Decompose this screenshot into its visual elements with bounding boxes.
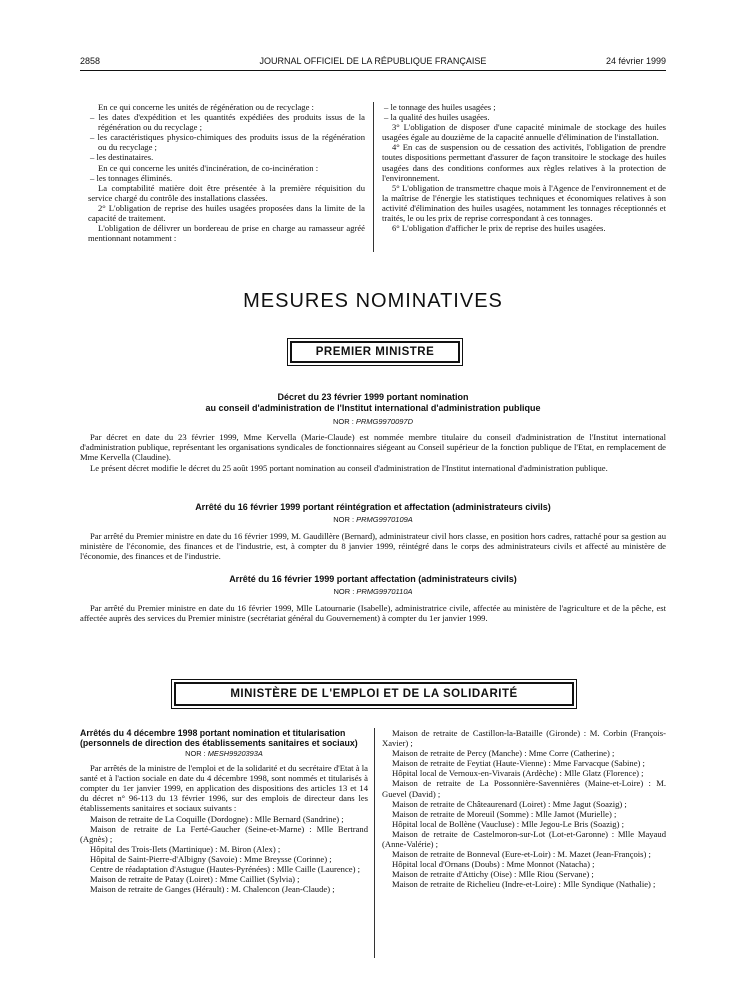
list-item: Maison de retraite de Castelmoron-sur-Lot (Lot-et-Garonne) : Mlle Mayaud (Anne-Valérie) ; <box>382 828 666 850</box>
arrete1-body <box>80 531 666 562</box>
decret-nor <box>80 417 666 426</box>
list-item: Hôpital de Saint-Pierre-d'Albigny (Savoie) : Mme Breysse (Corinne) ; <box>90 853 332 864</box>
list-item: Maison de retraite de Bonneval (Eure-et-Loir) : M. Mazet (Jean-François) ; <box>392 849 651 860</box>
list-item: Centre de réadaptation d'Astugue (Hautes-Pyrénées) : Mlle Caille (Laurence) ; <box>90 864 360 875</box>
arrete1-nor <box>80 515 666 524</box>
nor-code: PRMG9970110A <box>356 587 413 596</box>
text-line: 2° L'obligation de reprise des huiles usagées proposées dans la limite de la capacité de traitement. <box>88 202 365 224</box>
issue-date: 24 février 1999 <box>605 56 666 66</box>
paragraph: Par décret en date du 23 février 1999, Mme Kervella (Marie-Claude) est nommée membre titulaire du conseil d'administration de l'Institut international d'administration publique, représentant les organisations syndicales de fonctionnaires siégeant au Conseil supérieur de la fonction publique de l'Etat, en remplacement de Mme Kervella (Claudine). <box>80 432 666 463</box>
text-line: L'obligation de délivrer un bordereau de prise en charge au ramasseur agréé mentionnant notamment : <box>88 223 365 244</box>
page-number: 2858 <box>80 56 101 66</box>
nor-label: NOR : <box>332 417 356 426</box>
column-divider <box>373 102 374 252</box>
arrete1-title: Arrêté du 16 février 1999 portant réintégration et affectation (administrateurs civils) <box>195 502 551 512</box>
nor-code: PRMG9970109A <box>356 515 413 524</box>
list-item: Maison de retraite de Patay (Loiret) : Mme Cailliet (Sylvia) ; <box>90 874 300 885</box>
list-item: Hôpital local de Bollène (Vaucluse) : Mlle Jegou-Le Bris (Soazig) ; <box>392 818 624 829</box>
top-right-column <box>382 102 666 233</box>
section-heading: MESURES NOMINATIVES <box>243 290 503 312</box>
list-item: Maison de retraite de Moreuil (Somme) : Mlle Jamot (Murielle) ; <box>392 808 617 819</box>
bottom-right-column <box>382 728 666 890</box>
page-header <box>80 56 666 70</box>
nor-code: PRMG9970097D <box>355 417 414 426</box>
arrete2-nor <box>80 587 666 596</box>
text-line: 3° L'obligation de disposer d'une capacité minimale de stockage des huiles usagées égale au douzième de la capacité annuelle d'élimination de l'installation. <box>382 122 666 143</box>
nor-label: NOR : <box>333 587 357 596</box>
text-line: La comptabilité matière doit être présentée à la première réquisition du service chargé du contrôle des installations classées. <box>88 182 365 203</box>
text-line: – les tonnages éliminés. <box>90 172 173 183</box>
box-label: MINISTÈRE DE L'EMPLOI ET DE LA SOLIDARITÉ <box>174 682 574 706</box>
paragraph: Le présent décret modifie le décret du 25 août 1995 portant nomination au conseil d'administration de l'Institut international d'administration publique. <box>90 462 608 473</box>
list-item: Hôpital local d'Ornans (Doubs) : Mme Monnot (Natacha) ; <box>392 859 595 870</box>
text-line: – le tonnage des huiles usagées ; <box>384 102 496 112</box>
intro-paragraph: Par arrêtés de la ministre de l'emploi et de la solidarité et du secrétaire d'Etat à la santé et à l'action sociale en date du 4 décembre 1998, sont nommés et titularisés à compter du 1er janvier 1999, en application des dispositions des articles 13 et 14 du décret n° 96-113 du 13 février 1996, sur des emplois de directeur dans les établissements sanitaires et sociaux suivants : <box>80 763 368 814</box>
list-item: Maison de retraite de Percy (Manche) : Mme Corre (Catherine) ; <box>392 748 615 759</box>
text-line: En ce qui concerne les unités de régénération ou de recyclage : <box>98 102 314 112</box>
arretes-title: Arrêtés du 4 décembre 1998 portant nomination et titularisation (personnels de direction des établissements sanitaires et sociaux) <box>80 728 358 748</box>
box-label: PREMIER MINISTRE <box>290 341 460 363</box>
arrete2-body <box>80 603 666 623</box>
paragraph: Par arrêté du Premier ministre en date du 16 février 1999, Mlle Latournarie (Isabelle), administratrice civile, affectée au ministère de l'agriculture et de la pêche, est affectée auprès des services du Premier ministre (secrétariat général du Gouvernement) à compter du 1er janvier 1999. <box>80 603 666 624</box>
nor-label: NOR : <box>185 749 208 758</box>
bottom-left-column <box>80 728 368 894</box>
column-divider <box>374 728 375 958</box>
decret-body <box>80 432 666 473</box>
paragraph: Par arrêté du Premier ministre en date du 16 février 1999, M. Gaudillère (Bernard), administrateur civil hors classe, en position hors cadres, rattaché pour sa gestion au ministère de l'économie, des finances et de l'industrie, est, à compter du 8 janvier 1999, réintégré dans le corps des administrateurs civils et affecté au ministère de l'économie, des finances et de l'industrie. <box>80 531 666 562</box>
list-item: Maison de retraite de Ganges (Hérault) : M. Chalencon (Jean-Claude) ; <box>90 884 335 895</box>
text-line: – les destinataires. <box>90 152 154 163</box>
list-item: Maison de retraite d'Attichy (Oise) : Mlle Riou (Servane) ; <box>392 869 594 880</box>
list-item: Hôpital des Trois-Ilets (Martinique) : M. Biron (Alex) ; <box>90 843 281 854</box>
list-item: Maison de retraite de Richelieu (Indre-et-Loire) : Mlle Syndique (Nathalie) ; <box>392 879 656 890</box>
decret-title-line: au conseil d'administration de l'Institut international d'administration publique <box>205 403 541 413</box>
arrete2-title: Arrêté du 16 février 1999 portant affectation (administrateurs civils) <box>229 574 517 584</box>
arretes-nor <box>80 749 368 759</box>
journal-title: JOURNAL OFFICIEL DE LA RÉPUBLIQUE FRANÇAISE <box>259 56 487 66</box>
header-rule <box>80 70 666 71</box>
text-line: – les caractéristiques physico-chimiques des produits issus de la régénération ou du recyclage ; <box>90 132 365 153</box>
list-item: Maison de retraite de Feytiat (Haute-Vienne) : Mme Farvacque (Sabine) ; <box>392 758 645 769</box>
list-item: Maison de retraite de La Ferté-Gaucher (Seine-et-Marne) : Mlle Bertrand (Agnès) ; <box>80 823 368 844</box>
list-item: Maison de retraite de Châteaurenard (Loiret) : Mme Jagut (Soazig) ; <box>392 798 627 809</box>
text-line: 5° L'obligation de transmettre chaque mois à l'Agence de l'environnement et de la maîtrise de l'énergie les statistiques techniques et économiques relatives à son activité d'élimination des huiles usagées, notamment les tonnages réceptionnés et traités, le ou les prix de reprise correspondant à ces tonnages. <box>382 182 666 224</box>
list-item: Maison de retraite de Castillon-la-Bataille (Gironde) : M. Corbin (François-Xavier) ; <box>382 728 666 749</box>
decret-title-line: Décret du 23 février 1999 portant nomination <box>277 392 469 402</box>
text-line: – les dates d'expédition et les quantités expédiées des produits issus de la régénération ou du recyclage ; <box>90 112 365 133</box>
nor-code: MESH9920393A <box>207 749 263 758</box>
text-line: 4° En cas de suspension ou de cessation des activités, l'obligation de prendre toutes dispositions permettant d'assurer de façon transitoire le stockage des huiles usagées dans des conditions conformes aux règles relatives à la protection de l'environnement. <box>382 142 666 183</box>
text-line: En ce qui concerne les unités d'incinération, de co-incinération : <box>98 162 319 173</box>
list-item: Hôpital local de Vernoux-en-Vivarais (Ardèche) : Mlle Glatz (Florence) ; <box>392 768 644 779</box>
list-item: Maison de retraite de La Coquille (Dordogne) : Mlle Bernard (Sandrine) ; <box>90 813 344 824</box>
text-line: – la qualité des huiles usagées. <box>384 112 490 123</box>
list-item: Maison de retraite de La Possonnière-Savennières (Maine-et-Loire) : M. Guevel (David) ; <box>382 778 666 799</box>
nor-label: NOR : <box>333 515 357 524</box>
top-left-column <box>88 102 365 243</box>
ministere-box <box>171 679 577 709</box>
text-line: 6° L'obligation d'afficher le prix de reprise des huiles usagées. <box>392 223 606 234</box>
decret-title <box>80 392 666 414</box>
premier-ministre-box <box>287 338 463 366</box>
